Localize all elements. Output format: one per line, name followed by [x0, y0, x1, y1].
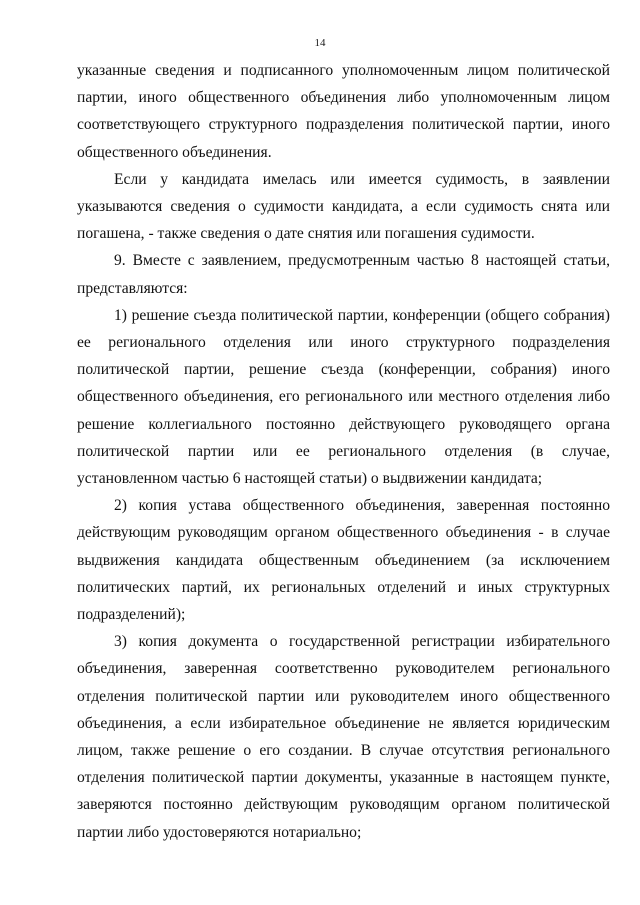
paragraph-continuation: указанные сведения и подписанного уполномоченным лицом политической партии, иного общественного объединения либо уполномоченным лицом соответствующего структурного подразделения политической партии, иного общественного объединения.	[77, 62, 610, 161]
list-item-1: 1) решение съезда политической партии, конференции (общего собрания) ее регионального отделения или иного структурного подразделения политической партии, решение съезда (конференции, собрания) иного общественного объединения, его регионального или местного отделения либо решение коллегиального постоянно действующего руководящего органа политической партии или ее регионального отделения (в случае, установленном частью 6 настоящей статьи) о выдвижении кандидата;	[77, 306, 610, 488]
document-body	[77, 57, 610, 846]
page-number: 14	[314, 37, 326, 49]
paragraph-conviction-info: Если у кандидата имелась или имеется судимость, в заявлении указываются сведения о судимости кандидата, а если судимость снята или погашена, - также сведения о дате снятия или погашения судимости.	[77, 170, 610, 243]
list-item-3: 3) копия документа о государственной регистрации избирательного объединения, заверенная соответственно руководителем регионального отделения политической партии или руководителем иного общественного объединения, а если избирательное объединение не является юридическим лицом, также решение о его создании. В случае отсутствия регионального отделения политической партии документы, указанные в настоящем пункте, заверяются постоянно действующим руководящим органом политической партии либо удостоверяются нотариально;	[77, 633, 610, 841]
list-item-2: 2) копия устава общественного объединения, заверенная постоянно действующим руководящим органом общественного объединения - в случае выдвижения кандидата общественным объединением (за исключением политических партий, их региональных отделений и иных структурных подразделений);	[77, 497, 610, 624]
paragraph-item-9-intro: 9. Вместе с заявлением, предусмотренным частью 8 настоящей статьи, представляются:	[77, 252, 610, 297]
